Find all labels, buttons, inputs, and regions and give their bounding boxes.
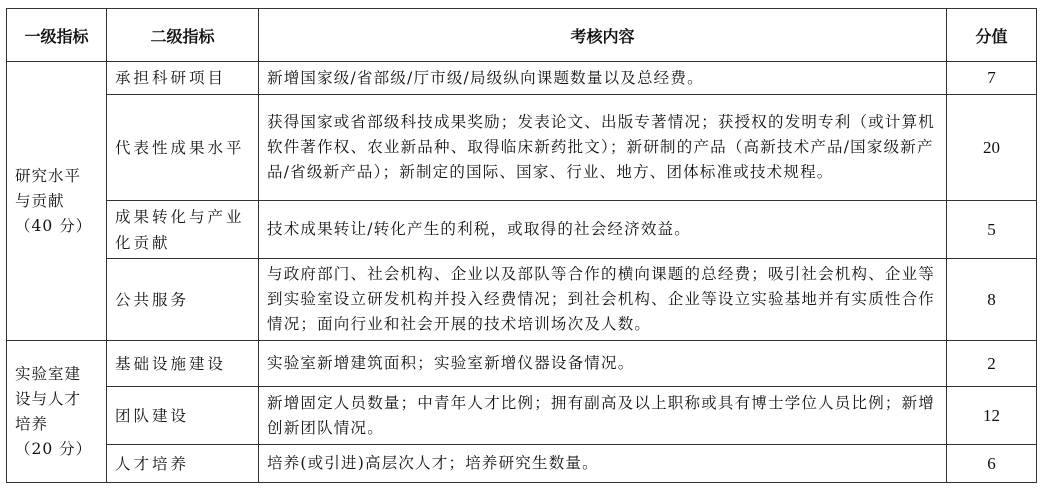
criteria-content: 技术成果转让/转化产生的利税，或取得的社会经济效益。 bbox=[259, 201, 947, 259]
evaluation-table bbox=[6, 8, 1037, 483]
level1-research bbox=[7, 62, 107, 341]
level1-label-line: 研究水平 bbox=[15, 166, 82, 185]
level2-name: 团队建设 bbox=[107, 387, 259, 445]
table-row bbox=[7, 201, 1037, 259]
score-value: 7 bbox=[947, 62, 1037, 95]
criteria-content: 新增国家级/省部级/厅市级/局级纵向课题数量以及总经费。 bbox=[259, 62, 947, 95]
header-content: 考核内容 bbox=[259, 9, 947, 62]
level2-name: 公共服务 bbox=[107, 259, 259, 341]
criteria-content: 与政府部门、社会机构、企业以及部队等合作的横向课题的总经费；吸引社会机构、企业等到实验室设立研发机构并投入经费情况；到社会机构、企业等设立实验基地并有实质性合作情况；面向行业和社会开展的技术培训场次及人数。 bbox=[259, 259, 947, 341]
level1-label-line: 实验室建 bbox=[15, 364, 82, 383]
table-row bbox=[7, 259, 1037, 341]
criteria-content: 培养(或引进)高层次人才；培养研究生数量。 bbox=[259, 445, 947, 483]
score-value: 8 bbox=[947, 259, 1037, 341]
header-level1: 一级指标 bbox=[7, 9, 107, 62]
score-value: 2 bbox=[947, 341, 1037, 387]
level1-label-line: （20 分） bbox=[15, 439, 93, 458]
level2-name: 基础设施建设 bbox=[107, 341, 259, 387]
level1-lab-talent bbox=[7, 341, 107, 483]
table-row bbox=[7, 445, 1037, 483]
table-row bbox=[7, 62, 1037, 95]
table-row bbox=[7, 341, 1037, 387]
level1-label-line: （40 分） bbox=[15, 216, 93, 235]
level2-name: 承担科研项目 bbox=[107, 62, 259, 95]
header-score: 分值 bbox=[947, 9, 1037, 62]
criteria-content: 获得国家或省部级科技成果奖励；发表论文、出版专著情况；获授权的发明专利（或计算机软件著作权、农业新品种、取得临床新药批文）；新研制的产品（高新技术产品/国家级新产品/省级新产品）；新制定的国际、国家、行业、地方、团体标准或技术规程。 bbox=[259, 95, 947, 201]
table-row bbox=[7, 387, 1037, 445]
score-value: 5 bbox=[947, 201, 1037, 259]
criteria-content: 实验室新增建筑面积；实验室新增仪器设备情况。 bbox=[259, 341, 947, 387]
level2-name: 成果转化与产业化贡献 bbox=[107, 201, 259, 259]
header-level2: 二级指标 bbox=[107, 9, 259, 62]
level1-label-line: 设与人才 bbox=[15, 389, 82, 408]
level2-name: 代表性成果水平 bbox=[107, 95, 259, 201]
level2-name: 人才培养 bbox=[107, 445, 259, 483]
criteria-content: 新增固定人员数量；中青年人才比例；拥有副高及以上职称或具有博士学位人员比例；新增创新团队情况。 bbox=[259, 387, 947, 445]
level1-label-line: 与贡献 bbox=[15, 191, 65, 210]
score-value: 6 bbox=[947, 445, 1037, 483]
table-row bbox=[7, 95, 1037, 201]
score-value: 20 bbox=[947, 95, 1037, 201]
header-row bbox=[7, 9, 1037, 62]
score-value: 12 bbox=[947, 387, 1037, 445]
level1-label-line: 培养 bbox=[15, 414, 49, 433]
